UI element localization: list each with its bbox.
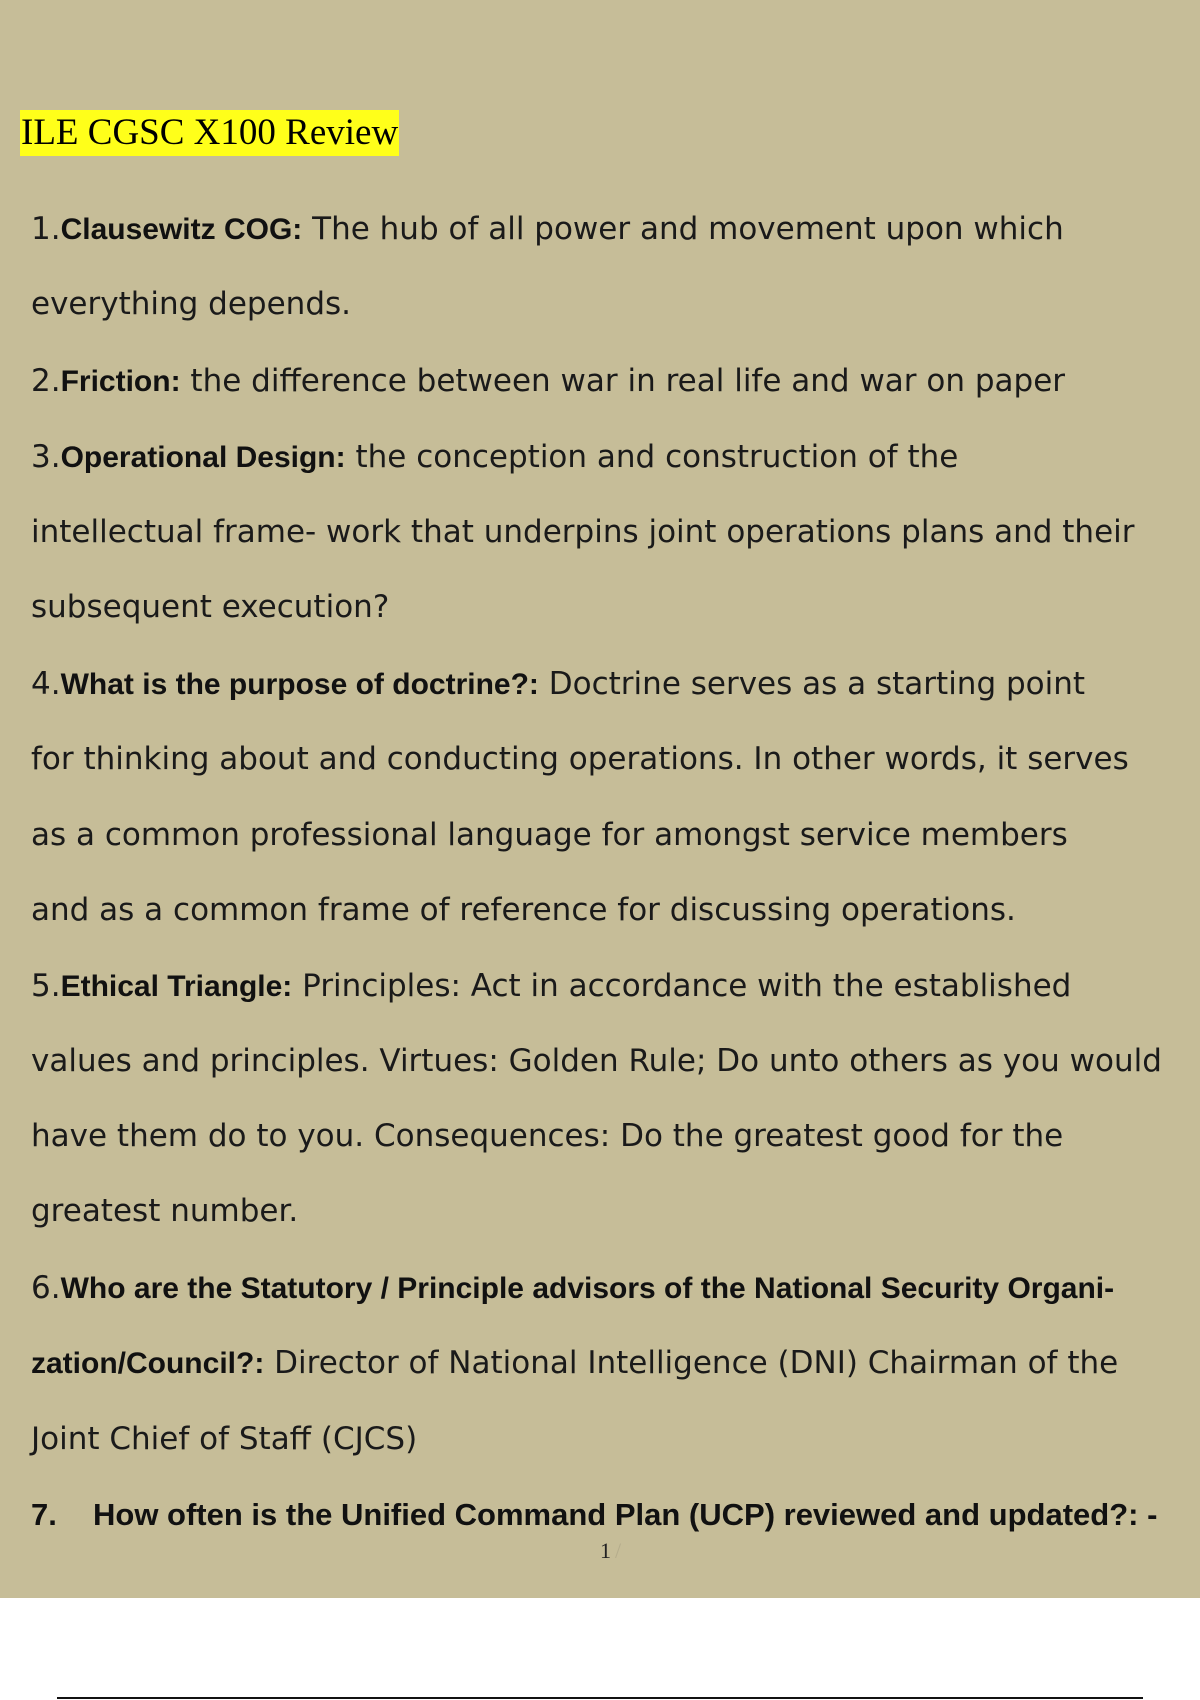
item-term: Clausewitz COG:	[60, 213, 303, 246]
item-term: What is the purpose of doctrine?:	[60, 668, 539, 701]
item-term: Friction:	[60, 365, 181, 398]
item-text-line	[31, 1343, 1118, 1384]
list-item-4	[31, 664, 1085, 705]
item-text-line: have them do to you. Consequences: Do the greatest good for the	[31, 1118, 1064, 1154]
item-text-line: as a common professional language for amongst service members	[31, 817, 1068, 853]
item-text-line: for thinking about and conducting operations. In other words, it serves	[31, 741, 1129, 777]
item-term: How often is the Unified Command Plan (UCP) reviewed and updated?: -	[93, 1497, 1158, 1532]
item-text-line: values and principles. Virtues: Golden Rule; Do unto others as you would	[31, 1043, 1162, 1079]
list-item-5	[31, 966, 1071, 1007]
list-item-7	[31, 1495, 1157, 1535]
page-divider	[57, 1697, 1143, 1699]
item-text-line: subsequent execution?	[31, 589, 390, 625]
item-text-line: Joint Chief of Staff (CJCS)	[31, 1421, 418, 1457]
item-term: Who are the Statutory / Principle advisors of the National Security Organi-	[60, 1272, 1115, 1305]
item-text: the conception and construction of the	[345, 439, 959, 475]
item-text-line: everything depends.	[31, 286, 352, 322]
list-item-3	[31, 437, 958, 478]
item-number: 3.	[31, 439, 61, 475]
list-item-2	[31, 361, 1065, 402]
item-number: 4.	[31, 666, 61, 702]
item-text: Principles: Act in accordance with the established	[292, 968, 1072, 1004]
item-text: The hub of all power and movement upon which	[302, 211, 1064, 247]
list-item-1	[31, 209, 1064, 250]
item-text: Director of National Intelligence (DNI) Chairman of the	[264, 1345, 1119, 1381]
item-text-line: intellectual frame- work that underpins joint operations plans and their	[31, 514, 1135, 550]
page-number-value: 1	[600, 1538, 611, 1563]
item-text-line: and as a common frame of reference for discussing operations.	[31, 892, 1016, 928]
item-text: the difference between war in real life and war on paper	[180, 363, 1066, 399]
item-number: 7.	[31, 1497, 57, 1532]
item-number: 5.	[31, 968, 61, 1004]
item-number: 1.	[31, 211, 61, 247]
item-text: Doctrine serves as a starting point	[538, 666, 1086, 702]
document-title: ILE CGSC X100 Review	[20, 110, 399, 156]
page-number	[600, 1538, 621, 1564]
item-term: Ethical Triangle:	[60, 970, 293, 1003]
item-term: Operational Design:	[60, 441, 346, 474]
item-term-continued: zation/Council?:	[31, 1347, 265, 1380]
page-number-suffix: /	[615, 1538, 622, 1563]
item-text-line: greatest number.	[31, 1193, 299, 1229]
list-item-6	[31, 1268, 1114, 1309]
item-number: 2.	[31, 363, 61, 399]
item-number: 6.	[31, 1270, 61, 1306]
